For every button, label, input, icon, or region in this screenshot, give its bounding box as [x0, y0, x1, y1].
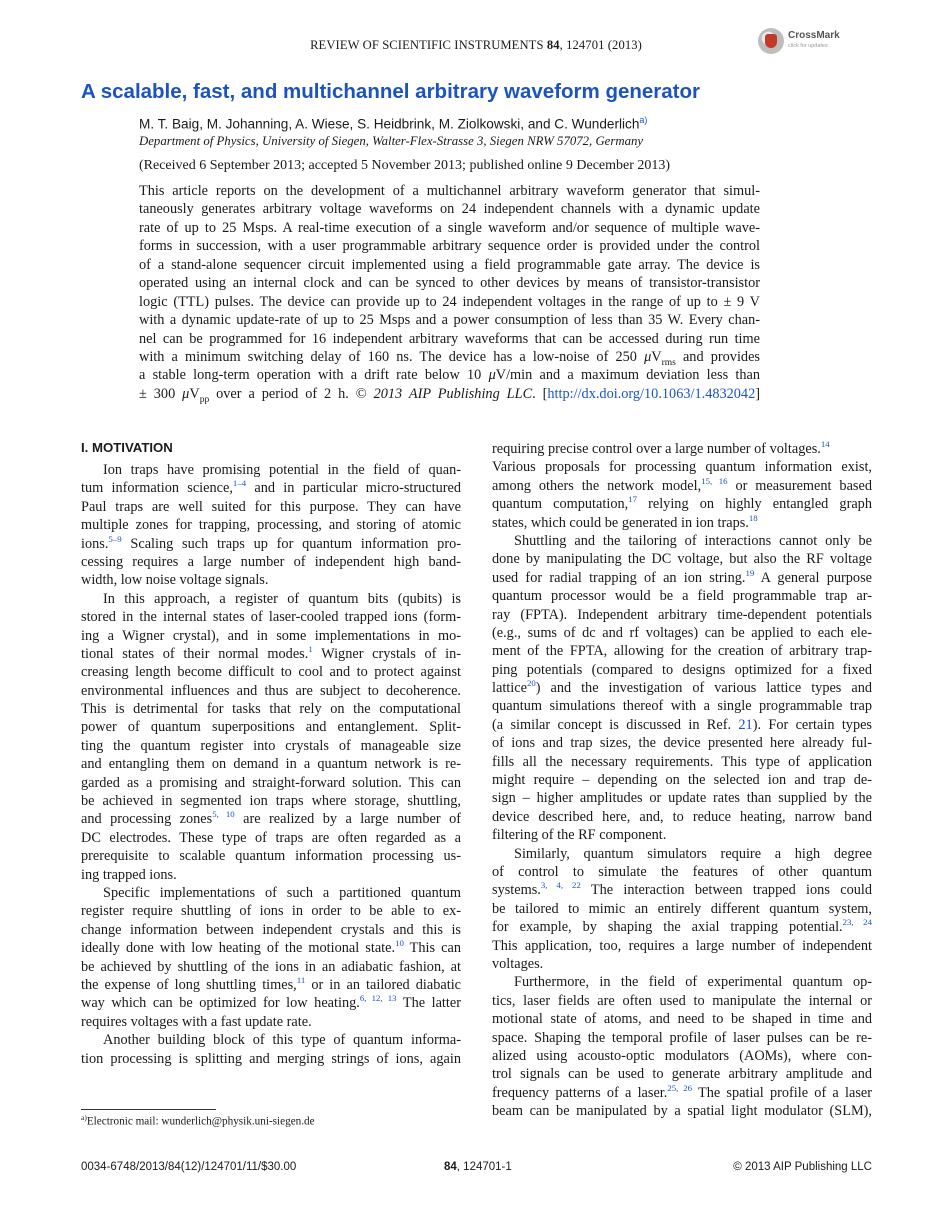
text-run: V/min and a maximum deviation less than — [495, 367, 760, 384]
text-run: motional state of atoms, and need to be shaped in time and — [492, 1011, 872, 1028]
text-run: The interaction between trapped ions could — [580, 882, 872, 899]
text-run: of control to simulate the features of other quantum — [492, 863, 872, 880]
journal-name: REVIEW OF SCIENTIFIC INSTRUMENTS — [310, 38, 544, 52]
text-run: alized using acousto-optic modulators (AOMs), where con- — [492, 1047, 872, 1064]
text-run: Furthermore, in the field of experimental quantum op- — [514, 974, 872, 991]
text-line — [81, 571, 461, 589]
text-run: and provides — [675, 348, 760, 365]
text-line — [492, 495, 872, 513]
author-footnote-mark[interactable]: a) — [639, 115, 648, 125]
text-run: ting the quantum register into crystals of manageable size — [81, 737, 461, 754]
abstract-line: of a stand-alone sequencer circuit implemented using a field programmable gate array. The device is — [139, 256, 760, 273]
text-line — [81, 535, 461, 553]
crossmark-label: CrossMark — [788, 30, 840, 41]
text-line — [492, 624, 872, 642]
abstract-line: taneously generates arbitrary voltage waveforms on 24 independent channels with a dynamic update — [139, 201, 760, 218]
text-run: used for radial trapping of an ion string. — [492, 569, 746, 586]
text-run: . [ — [532, 385, 548, 402]
text-line — [81, 976, 461, 994]
text-line — [492, 1010, 872, 1028]
text-line — [492, 587, 872, 605]
citation-link[interactable]: 19 — [745, 567, 755, 578]
text-line — [492, 532, 872, 550]
text-run: quantum simulations thereof with a single programmable trap — [492, 698, 872, 715]
citation-link[interactable]: 15, 16 — [701, 476, 728, 487]
text-line — [492, 845, 872, 863]
citation-link[interactable]: 10 — [395, 938, 404, 949]
text-run: register require shuttling of ions in order to be able to ex- — [81, 903, 461, 920]
text-run: power of quantum superpositions and entanglement. Split- — [81, 719, 461, 736]
text-run: tion processing is splitting and merging strings of ions, again — [81, 1050, 461, 1067]
text-line — [81, 755, 461, 773]
footnote-rule — [81, 1109, 216, 1110]
citation-link[interactable]: 14 — [820, 439, 830, 450]
text-run: or in an tailored diabatic — [305, 976, 462, 993]
text-line — [492, 514, 872, 532]
text-run: ). For certain types — [752, 716, 872, 733]
text-run: trol signals can be used to generate arbitrary amplitude and — [492, 1066, 872, 1083]
text-line — [492, 863, 872, 881]
copyright-holder: 2013 AIP Publishing LLC — [373, 385, 533, 402]
text-run: relying on highly entangled graph — [636, 496, 872, 513]
text-line — [492, 992, 872, 1010]
text-run: beam can be manipulated by a spatial light modulator (SLM), — [492, 1103, 872, 1120]
text-line — [492, 679, 872, 697]
text-line — [81, 461, 461, 479]
text-run: V — [651, 348, 662, 365]
text-line — [81, 700, 461, 718]
text-run: and entangling them on demand in a quantum network is re- — [81, 756, 461, 773]
text-run: In this approach, a register of quantum bits (qubits) is — [103, 590, 461, 607]
subscript: rms — [661, 357, 676, 368]
footnote — [81, 1113, 315, 1128]
text-line — [81, 1031, 461, 1049]
text-run: (a similar concept is discussed in Ref. — [492, 716, 739, 733]
right-column — [492, 440, 872, 1120]
text-line — [492, 918, 872, 936]
text-run: voltages. — [492, 955, 544, 972]
text-line — [81, 479, 461, 497]
text-line — [81, 994, 461, 1012]
citation-link[interactable]: 5, 10 — [212, 809, 235, 820]
text-run: Wigner crystals of in- — [312, 645, 461, 662]
left-column — [81, 461, 461, 1068]
text-line — [492, 826, 872, 844]
citation-link[interactable]: 6, 12, 13 — [359, 993, 397, 1004]
text-line — [492, 716, 872, 734]
text-run: the expense of long shuttling times, — [81, 976, 297, 993]
text-run: might require – depending on the selected ion and trap de- — [492, 772, 872, 789]
text-run: be achieved by shuttling of the ions in an adiabatic fashion, at — [81, 958, 461, 975]
text-run: This can — [403, 940, 461, 957]
article-number: , 124701 (2013) — [559, 38, 642, 52]
text-run: Another building block of this type of quantum informa- — [103, 1032, 461, 1049]
text-line — [492, 973, 872, 991]
text-line — [492, 477, 872, 495]
text-line — [492, 789, 872, 807]
text-run: multiple zones for trapping, processing, and storing of atomic — [81, 517, 461, 534]
text-run: be achieved in segmented ion traps where storage, shuttling, — [81, 793, 461, 810]
text-run: are realized by a large number of — [234, 811, 462, 828]
text-line — [492, 1084, 872, 1102]
text-run: of ions and trap sizes, the device presented here already ful- — [492, 735, 872, 752]
text-run: over a period of 2 h. © — [209, 385, 374, 402]
text-run: This is detrimental for tasks that rely on the computational — [81, 701, 461, 718]
text-run: done by manipulating the DC voltage, but also the RF voltage — [492, 551, 872, 568]
text-run: DC electrodes. These type of traps are often regarded as a — [81, 829, 461, 846]
footnote-mark: a) — [81, 1113, 87, 1122]
text-line — [81, 792, 461, 810]
text-line — [492, 937, 872, 955]
text-run: This application, too, requires a large number of independent — [492, 937, 872, 954]
text-run: tics, laser fields are often used to manipulate the internal or — [492, 992, 872, 1009]
text-run: with a minimum switching delay of 160 ns. The device has a low-noise of 250 — [139, 348, 645, 365]
text-run: ] — [755, 385, 760, 402]
text-run: device described here, and, to reduce heating, narrow band — [492, 808, 872, 825]
text-line — [81, 682, 461, 700]
text-line — [81, 884, 461, 902]
text-run: ideally done with low heating of the motional state. — [81, 940, 396, 957]
text-run: tum information science, — [81, 480, 233, 497]
text-run: Ion traps have promising potential in the field of quan- — [103, 462, 461, 478]
citation-link[interactable]: 1 — [308, 644, 313, 655]
text-line — [492, 606, 872, 624]
citation-link[interactable]: 11 — [296, 975, 306, 986]
text-run: Scaling such traps up for quantum information pro- — [121, 535, 461, 552]
text-line — [81, 958, 461, 976]
abstract-line: operated using an internal clock and can be synced to other devices by means of transistor-transistor — [139, 275, 760, 292]
volume-number: 84 — [546, 38, 560, 52]
footer-volume: 84 — [444, 1161, 457, 1173]
text-line — [492, 771, 872, 789]
text-run: requiring precise control over a large number of voltages. — [492, 441, 821, 457]
text-run: V — [189, 385, 200, 402]
text-line — [492, 440, 872, 458]
text-run: and in particular micro-structured — [246, 480, 462, 497]
author-list — [139, 115, 647, 132]
text-run: way which can be optimized for low heating. — [81, 995, 360, 1012]
citation-link[interactable]: 25, 26 — [667, 1082, 692, 1093]
text-line — [81, 774, 461, 792]
text-line — [81, 663, 461, 681]
mu-symbol: μ — [644, 348, 652, 365]
received-dates: (Received 6 September 2013; accepted 5 November 2013; published online 9 December 2013) — [139, 158, 671, 173]
text-run: A general purpose — [754, 569, 872, 586]
article-title: A scalable, fast, and multichannel arbitrary waveform generator — [81, 80, 700, 103]
text-run: Various proposals for processing quantum information exist, — [492, 459, 872, 476]
abstract-line — [139, 385, 760, 403]
footer-page — [444, 1161, 512, 1173]
text-run: ing a Wigner crystal), and in some implementations in mo- — [81, 627, 461, 644]
abstract-line — [139, 366, 760, 384]
text-line — [492, 697, 872, 715]
text-run: among others the network model, — [492, 477, 702, 494]
reference-link[interactable]: 21 — [738, 716, 753, 733]
text-line — [81, 1013, 461, 1031]
text-line — [492, 642, 872, 660]
text-run: garded as a promising and straight-forward solution. This can — [81, 774, 461, 791]
text-line — [492, 1047, 872, 1065]
abstract-line: rate of up to 25 Msps. A real-time execution of a single waveform and/or sequence of multiple wave- — [139, 219, 760, 236]
crossmark-badge[interactable] — [758, 28, 848, 58]
text-line — [492, 550, 872, 568]
text-run: Paul traps are well suited for this purpose. They can have — [81, 498, 461, 515]
text-line — [81, 847, 461, 865]
text-run: for example, by shaping the axial trapping potential. — [492, 919, 843, 936]
text-run: Specific implementations of such a partitioned quantum — [103, 884, 461, 901]
text-run: tional states of their normal modes. — [81, 645, 309, 662]
text-run: cessing requires a large number of independent high band- — [81, 553, 461, 570]
text-run: frequency patterns of a laser. — [492, 1084, 668, 1101]
section-heading: I. MOTIVATION — [81, 440, 173, 455]
text-run: ping potentials (compared to designs optimized for a fixed — [492, 661, 872, 678]
text-run: ) and the investigation of various lattice types and — [535, 680, 872, 697]
text-line — [492, 458, 872, 476]
text-line — [81, 627, 461, 645]
mu-symbol: μ — [182, 385, 190, 402]
abstract-line: nel can be programmed for 16 independent arbitrary waveforms that can be accessed during run time — [139, 330, 760, 347]
citation-link[interactable]: 18 — [748, 512, 758, 523]
affiliation: Department of Physics, University of Siegen, Walter-Flex-Strasse 3, Siegen NRW 57072, Germany — [139, 134, 644, 148]
abstract-line: logic (TTL) pulses. The device can provide up to 24 independent voltages in the range of up to ± 9 V — [139, 293, 760, 310]
text-run: requires voltages with a fast update rate. — [81, 1013, 312, 1030]
text-run: and processing zones — [81, 811, 213, 828]
text-line — [81, 866, 461, 884]
footer-copyright: © 2013 AIP Publishing LLC — [733, 1161, 872, 1173]
text-line — [492, 808, 872, 826]
text-run: be tailored to mimic an entirely different quantum system, — [492, 900, 872, 917]
text-run: fills all the necessary requirements. This type of application — [492, 753, 872, 770]
text-run: filtering of the RF component. — [492, 827, 667, 844]
text-run: states, which could be generated in ion traps. — [492, 514, 749, 531]
text-run: environmental influences and thus are subject to decoherence. — [81, 682, 461, 699]
citation-link[interactable]: 5–9 — [108, 533, 122, 544]
text-run: quantum processor would be a field programmable trap ar- — [492, 588, 872, 605]
text-line — [81, 590, 461, 608]
text-line — [492, 881, 872, 899]
text-line — [492, 900, 872, 918]
subscript: pp — [199, 394, 210, 405]
text-run: lattice — [492, 680, 527, 697]
text-run: ray (FPTA). Independent arbitrary time-dependent potentials — [492, 606, 872, 623]
abstract — [139, 182, 760, 403]
text-run: The latter — [396, 995, 461, 1012]
text-run: a stable long-term operation with a drift rate below 10 — [139, 367, 489, 384]
footnote-text: Electronic mail: wunderlich@physik.uni-siegen.de — [86, 1115, 315, 1128]
text-run: quantum computation, — [492, 496, 629, 513]
citation-link[interactable]: 3, 4, 22 — [540, 880, 581, 891]
text-run: space. Shaping the temporal profile of laser pulses can be re- — [492, 1029, 872, 1046]
citation-link[interactable]: 20 — [526, 678, 536, 689]
abstract-line: with a dynamic update-rate of up to 25 Msps and a power consumption of less than 35 W. Every chan- — [139, 312, 760, 329]
text-run: prerequisite to scalable quantum information processing us- — [81, 848, 461, 865]
text-line — [81, 810, 461, 828]
text-line — [81, 1050, 461, 1068]
text-line — [81, 829, 461, 847]
crossmark-bookmark-icon — [765, 34, 777, 48]
text-line — [81, 939, 461, 957]
abstract-line: forms in succession, with a user programmable arbitrary sequence order is provided under the control — [139, 238, 760, 255]
text-run: Shuttling and the tailoring of interactions cannot only be — [514, 532, 872, 549]
text-run: creasing length become difficult to cool and to protect against — [81, 664, 461, 681]
text-run: ment of the FPTA, allowing for the creation of arbitrary trap- — [492, 643, 872, 660]
footer-code: 0034-6748/2013/84(12)/124701/11/$30.00 — [81, 1161, 297, 1173]
text-line — [81, 718, 461, 736]
text-line — [81, 608, 461, 626]
text-run: change information between independent crystals and this is — [81, 921, 461, 938]
text-run: sign – higher amplitudes or update rates than supplied by the — [492, 790, 872, 807]
text-run: stored in the internal states of laser-cooled trapped ions (form- — [81, 609, 461, 626]
author-names: M. T. Baig, M. Johanning, A. Wiese, S. Heidbrink, M. Ziolkowski, and C. Wunderlich — [139, 116, 640, 132]
text-line — [81, 516, 461, 534]
text-line — [81, 921, 461, 939]
abstract-line: This article reports on the development of a multichannel arbitrary waveform generator that simul- — [139, 183, 760, 199]
footer-page-number: , 124701-1 — [456, 1161, 512, 1173]
text-line — [492, 661, 872, 679]
text-line — [492, 1029, 872, 1047]
text-line — [492, 1065, 872, 1083]
text-line — [492, 955, 872, 973]
text-run: width, low noise voltage signals. — [81, 572, 269, 589]
text-run: ions. — [81, 535, 109, 552]
text-line — [492, 569, 872, 587]
text-line — [81, 498, 461, 516]
text-line — [492, 753, 872, 771]
crossmark-sublabel: click for updates — [788, 43, 828, 49]
text-line — [81, 553, 461, 571]
text-run: or measurement based — [727, 477, 872, 494]
citation-link[interactable]: 1–4 — [232, 478, 247, 489]
doi-link[interactable]: http://dx.doi.org/10.1063/1.4832042 — [547, 385, 756, 402]
citation-link[interactable]: 17 — [628, 494, 637, 505]
text-run: ± 300 — [139, 385, 183, 402]
text-run: (e.g., sums of dc and rf voltages) can be applied to each ele- — [492, 624, 872, 641]
text-line — [492, 1102, 872, 1120]
text-run: The spatial profile of a laser — [692, 1084, 872, 1101]
text-line — [81, 737, 461, 755]
text-run: systems. — [492, 882, 541, 899]
mu-symbol: μ — [488, 367, 496, 384]
abstract-line — [139, 348, 760, 366]
text-line — [81, 902, 461, 920]
citation-link[interactable]: 23, 24 — [842, 917, 872, 928]
text-line — [492, 734, 872, 752]
text-line — [81, 645, 461, 663]
text-run: ing trapped ions. — [81, 866, 177, 883]
text-run: Similarly, quantum simulators require a high degree — [514, 845, 872, 862]
